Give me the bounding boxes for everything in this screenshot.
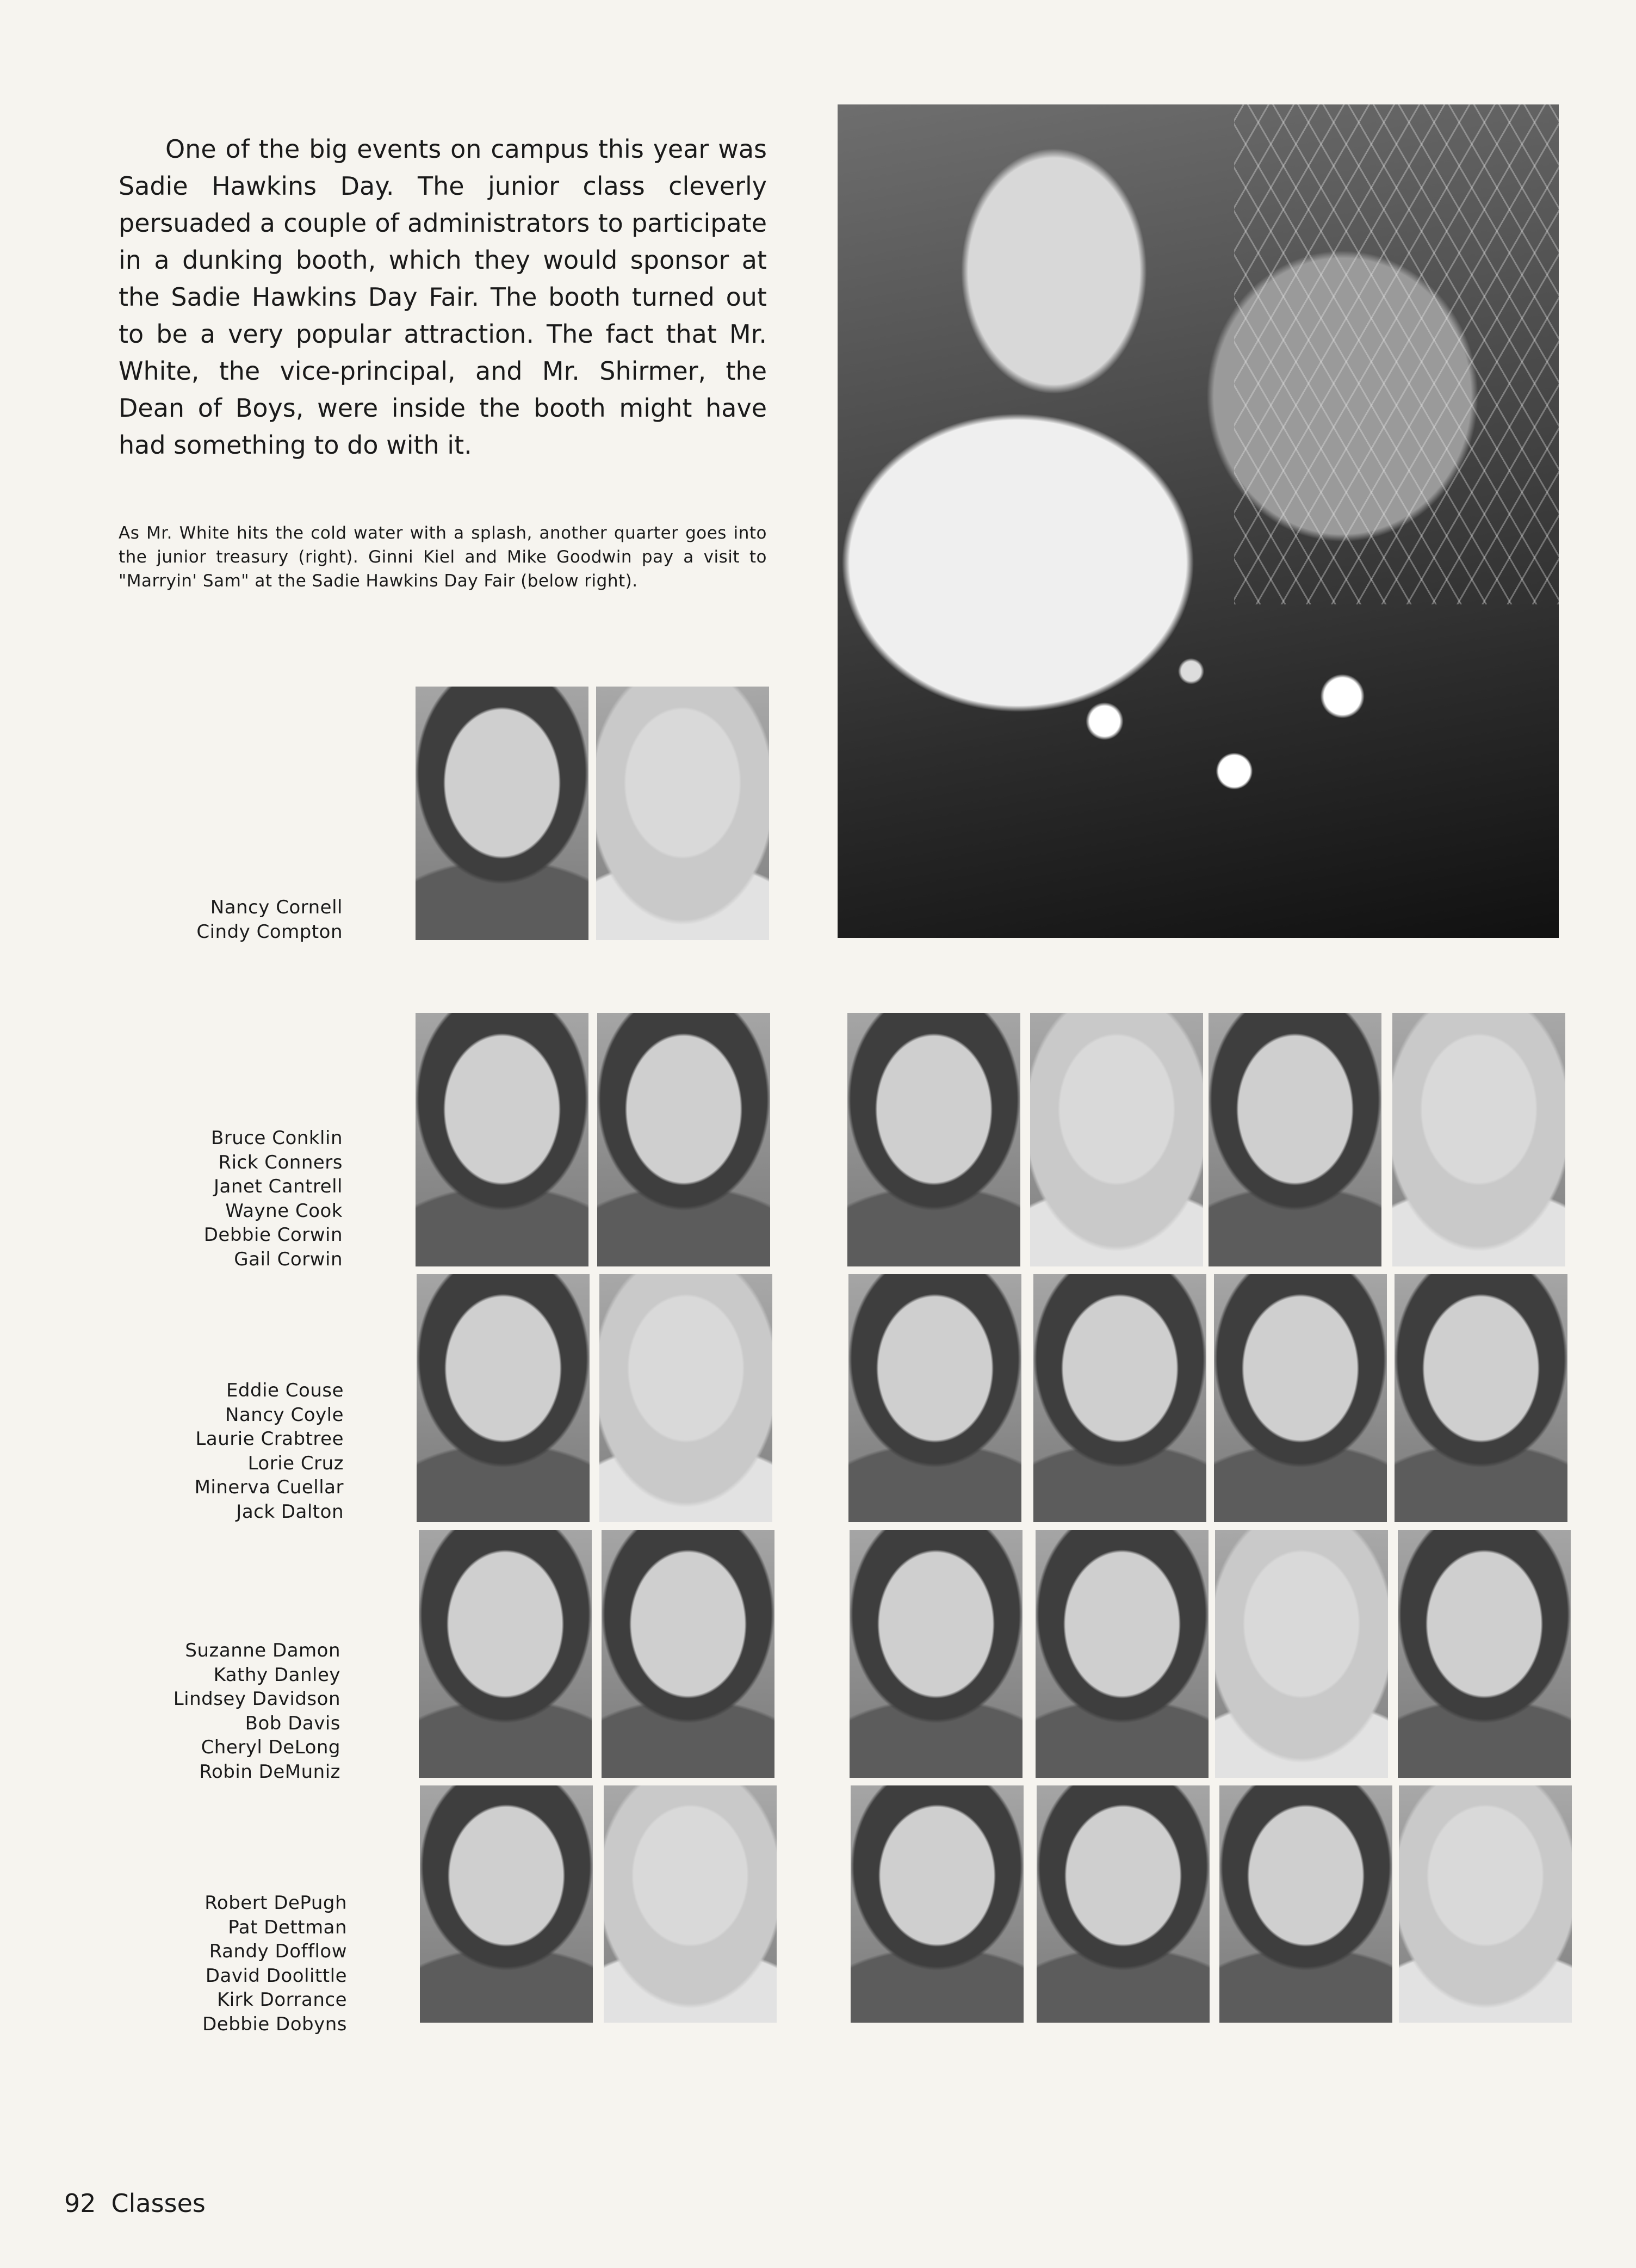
student-portrait [1037, 1785, 1210, 2023]
student-portrait [417, 1274, 590, 1522]
student-name: Rick Conners [218, 1151, 343, 1173]
student-name: Debbie Dobyns [202, 2013, 347, 2035]
student-portrait [1209, 1013, 1381, 1266]
student-portrait [1219, 1785, 1392, 2023]
name-list-group-2 [114, 1126, 343, 1271]
student-portrait [1030, 1013, 1203, 1266]
student-portrait [416, 1013, 588, 1266]
student-portrait [1215, 1530, 1388, 1778]
student-name: Randy Dofflow [209, 1941, 347, 1962]
student-portrait [419, 1530, 592, 1778]
page-number: 92 [64, 2189, 96, 2218]
student-portrait [1398, 1530, 1571, 1778]
student-portrait [599, 1274, 772, 1522]
student-name: Eddie Couse [226, 1380, 344, 1401]
student-name: Debbie Corwin [203, 1224, 343, 1246]
student-name: Nancy Coyle [225, 1404, 344, 1426]
student-portrait [1399, 1785, 1572, 2023]
student-name: Laurie Crabtree [195, 1428, 344, 1450]
chicken-wire-mesh [1234, 104, 1559, 604]
student-name: Lindsey Davidson [173, 1688, 340, 1710]
student-portrait [604, 1785, 777, 2023]
student-name: Cheryl DeLong [201, 1736, 340, 1758]
name-list-group-1 [114, 895, 343, 944]
student-portrait [1395, 1274, 1567, 1522]
student-name: Bruce Conklin [211, 1127, 343, 1149]
name-list-group-3 [115, 1379, 344, 1524]
student-name: Kathy Danley [213, 1664, 340, 1686]
student-portrait [1033, 1274, 1206, 1522]
student-portrait [848, 1274, 1021, 1522]
student-name: Wayne Cook [225, 1200, 343, 1222]
student-name: Cindy Compton [196, 920, 343, 943]
student-name: Nancy Cornell [210, 897, 343, 918]
student-name: Gail Corwin [234, 1248, 343, 1270]
student-name: Lorie Cruz [247, 1452, 344, 1474]
student-portrait [847, 1013, 1020, 1266]
student-name: Suzanne Damon [185, 1640, 340, 1661]
student-name: Bob Davis [245, 1712, 340, 1734]
student-portrait [1392, 1013, 1565, 1266]
student-name: Robin DeMuniz [199, 1760, 340, 1783]
article-body: One of the big events on campus this year was Sadie Hawkins Day. The junior class cleverly persuaded a couple of administrators to participate in a dunking booth, which they would sponsor at the Sadie Hawkins Day Fair. The booth turned out to be a very popular attraction. The fact that Mr. White, the vice-principal, and Mr. Shirmer, the Dean of Boys, were inside the booth might have had something to do with it. [119, 134, 767, 460]
student-name: David Doolittle [205, 1964, 347, 1987]
student-portrait [416, 687, 588, 940]
student-portrait [597, 1013, 770, 1266]
dunking-booth-photo [838, 104, 1559, 938]
water-splash [1018, 621, 1451, 872]
student-portrait [602, 1530, 774, 1778]
page-footer [64, 2188, 221, 2218]
section-name: Classes [111, 2189, 206, 2218]
student-portrait [1036, 1530, 1209, 1778]
student-portrait [851, 1785, 1024, 2023]
student-portrait [1214, 1274, 1387, 1522]
student-name: Kirk Dorrance [216, 1989, 347, 2011]
student-portrait [596, 687, 769, 940]
student-name: Pat Dettman [228, 1916, 347, 1938]
student-portrait [850, 1530, 1023, 1778]
name-list-group-5 [119, 1891, 347, 2036]
photo-caption: As Mr. White hits the cold water with a splash, another quarter goes into the junior treasury (right). Ginni Kiel and Mike Goodwin pay a visit to "Marryin' Sam" at the Sadie Hawkins Day Fair (below right). [119, 523, 767, 591]
student-name: Robert DePugh [205, 1892, 347, 1914]
student-name: Jack Dalton [236, 1500, 344, 1523]
student-name: Minerva Cuellar [194, 1476, 344, 1498]
student-portrait [420, 1785, 593, 2023]
name-list-group-4 [112, 1639, 340, 1784]
student-name: Janet Cantrell [214, 1176, 343, 1197]
